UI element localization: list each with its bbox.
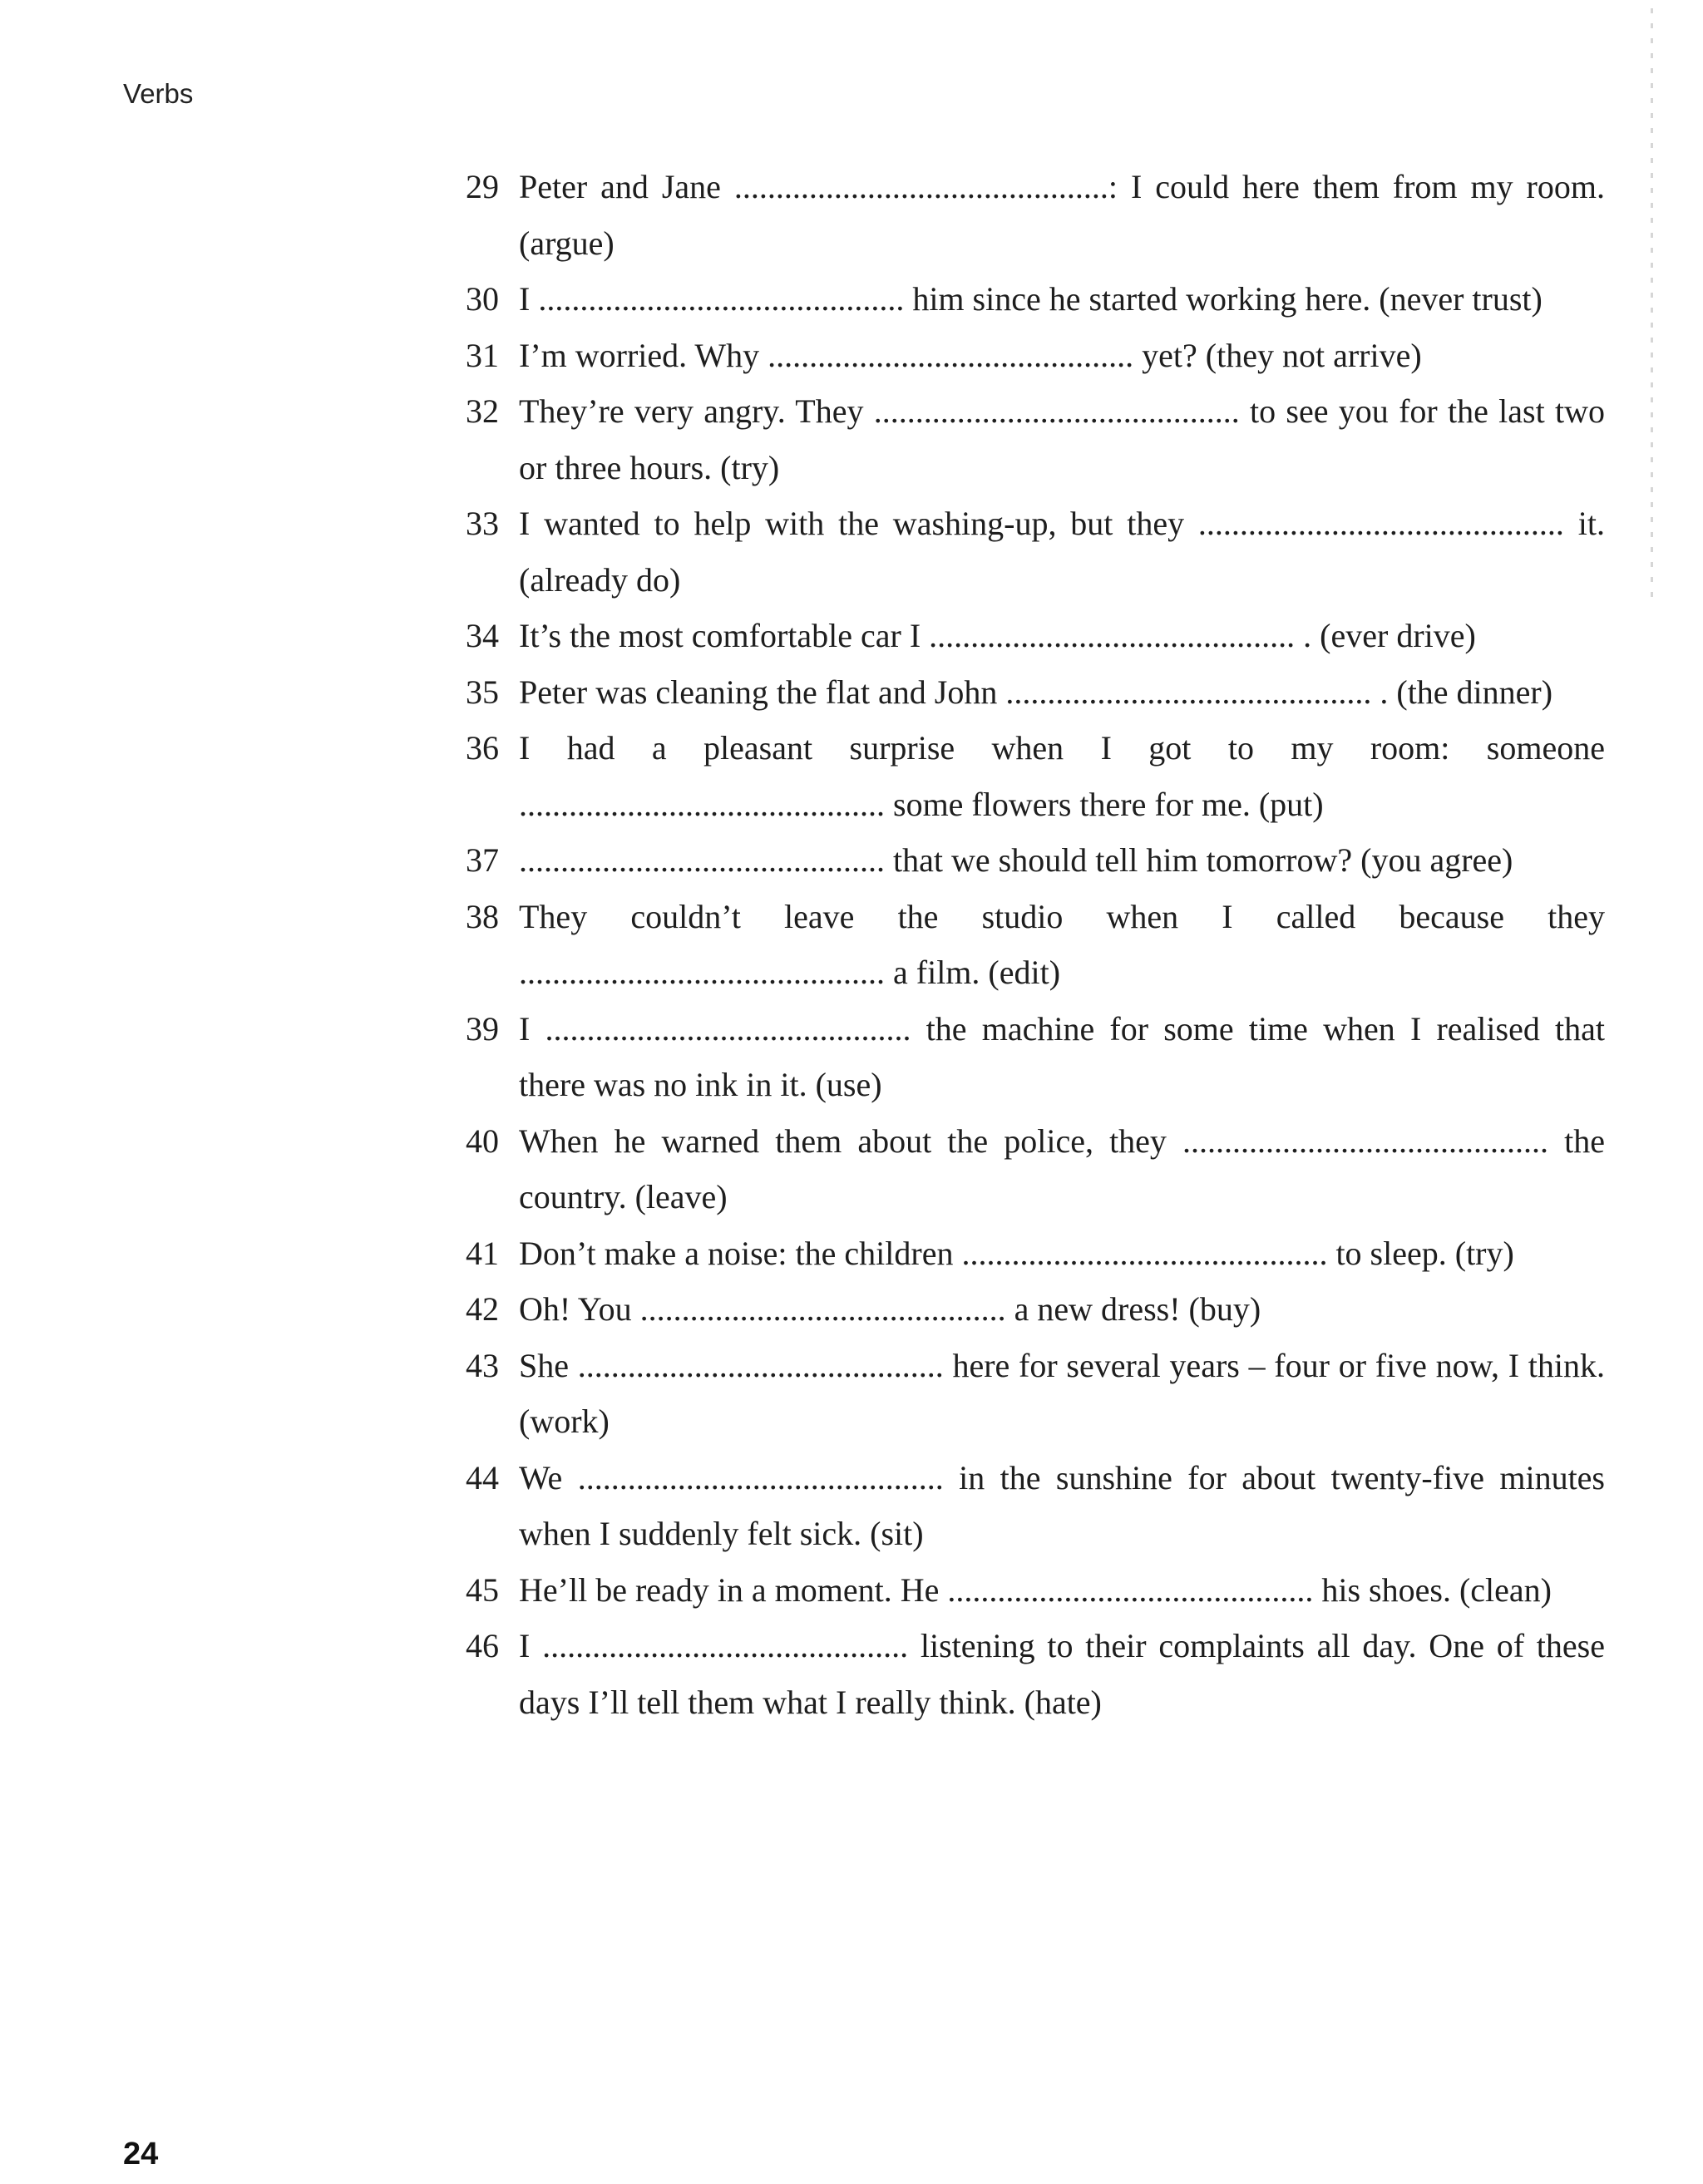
item-text: I had a pleasant surprise when I got to my room: someone ............................................ some flowers there for me. (put): [519, 729, 1605, 823]
exercise-item: [466, 1281, 1605, 1338]
exercise-item: [466, 159, 1605, 271]
page-number: 24: [123, 2137, 159, 2172]
exercise-item: [466, 1450, 1605, 1562]
item-number: 35: [466, 673, 499, 711]
item-text: I’m worried. Why ............................................ yet? (they not arrive): [519, 336, 1422, 374]
item-text: Don’t make a noise: the children ............................................ to sleep. (try): [519, 1234, 1514, 1272]
exercise-item: [466, 608, 1605, 664]
item-text: When he warned them about the police, they ............................................ the country. (leave): [519, 1122, 1605, 1215]
item-number: 37: [466, 841, 499, 879]
item-number: 46: [466, 1627, 499, 1664]
item-text: It’s the most comfortable car I ............................................ . (ever drive): [519, 617, 1476, 654]
item-number: 44: [466, 1458, 499, 1496]
item-text: Oh! You ............................................ a new dress! (buy): [519, 1290, 1261, 1328]
item-number: 41: [466, 1234, 499, 1272]
item-number: 45: [466, 1570, 499, 1609]
scan-edge-artifact: [1651, 8, 1653, 607]
item-number: 43: [466, 1346, 499, 1384]
item-number: 42: [466, 1290, 499, 1328]
item-number: 33: [466, 505, 499, 542]
item-text: We ............................................ in the sunshine for about twenty-five minutes when I suddenly felt sick. (sit): [519, 1458, 1605, 1552]
exercise-item: [466, 1113, 1605, 1225]
item-text: I ............................................ the machine for some time when I realised that there was no ink in it. (use): [519, 1009, 1605, 1103]
exercise-item: [466, 1338, 1605, 1450]
item-number: 32: [466, 392, 499, 430]
item-number: 30: [466, 280, 499, 318]
item-text: She ............................................ here for several years – four or five now, I think. (work): [519, 1346, 1605, 1440]
exercise-item: [466, 832, 1605, 889]
section-title: Verbs: [123, 78, 194, 109]
item-text: They’re very angry. They ............................................ to see you for the last two or three hours. (try): [519, 392, 1605, 486]
item-text: He’ll be ready in a moment. He ............................................ his shoes. (clean): [519, 1570, 1552, 1609]
exercise-item: [466, 383, 1605, 495]
item-text: ............................................ that we should tell him tomorrow? (you agree): [519, 841, 1513, 879]
item-number: 29: [466, 168, 499, 205]
item-number: 39: [466, 1009, 499, 1048]
exercise-item: [466, 328, 1605, 384]
exercise-list: [466, 159, 1605, 1730]
item-text: I wanted to help with the washing-up, but they ............................................ it. (already do): [519, 505, 1605, 599]
item-text: Peter was cleaning the flat and John ............................................ . (the dinner): [519, 673, 1553, 711]
exercise-item: [466, 495, 1605, 608]
item-number: 36: [466, 729, 499, 767]
exercise-item: [466, 720, 1605, 832]
exercise-item: [466, 664, 1605, 721]
exercise-item: [466, 889, 1605, 1001]
exercise-item: [466, 271, 1605, 328]
item-number: 40: [466, 1122, 499, 1160]
item-number: 34: [466, 617, 499, 654]
item-text: Peter and Jane .............................................: I could here them from my room. (argue): [519, 168, 1605, 262]
item-number: 31: [466, 336, 499, 374]
exercise-item: [466, 1618, 1605, 1730]
exercise-item: [466, 1001, 1605, 1113]
exercise-item: [466, 1225, 1605, 1282]
item-text: They couldn’t leave the studio when I called because they ............................................ a film. (edit): [519, 897, 1605, 991]
exercise-item: [466, 1562, 1605, 1619]
item-text: I ............................................ him since he started working here. (never trust): [519, 280, 1543, 318]
item-text: I ............................................ listening to their complaints all day. One of these days I’ll tell them what I really think. (hate): [519, 1627, 1605, 1721]
item-number: 38: [466, 897, 499, 935]
